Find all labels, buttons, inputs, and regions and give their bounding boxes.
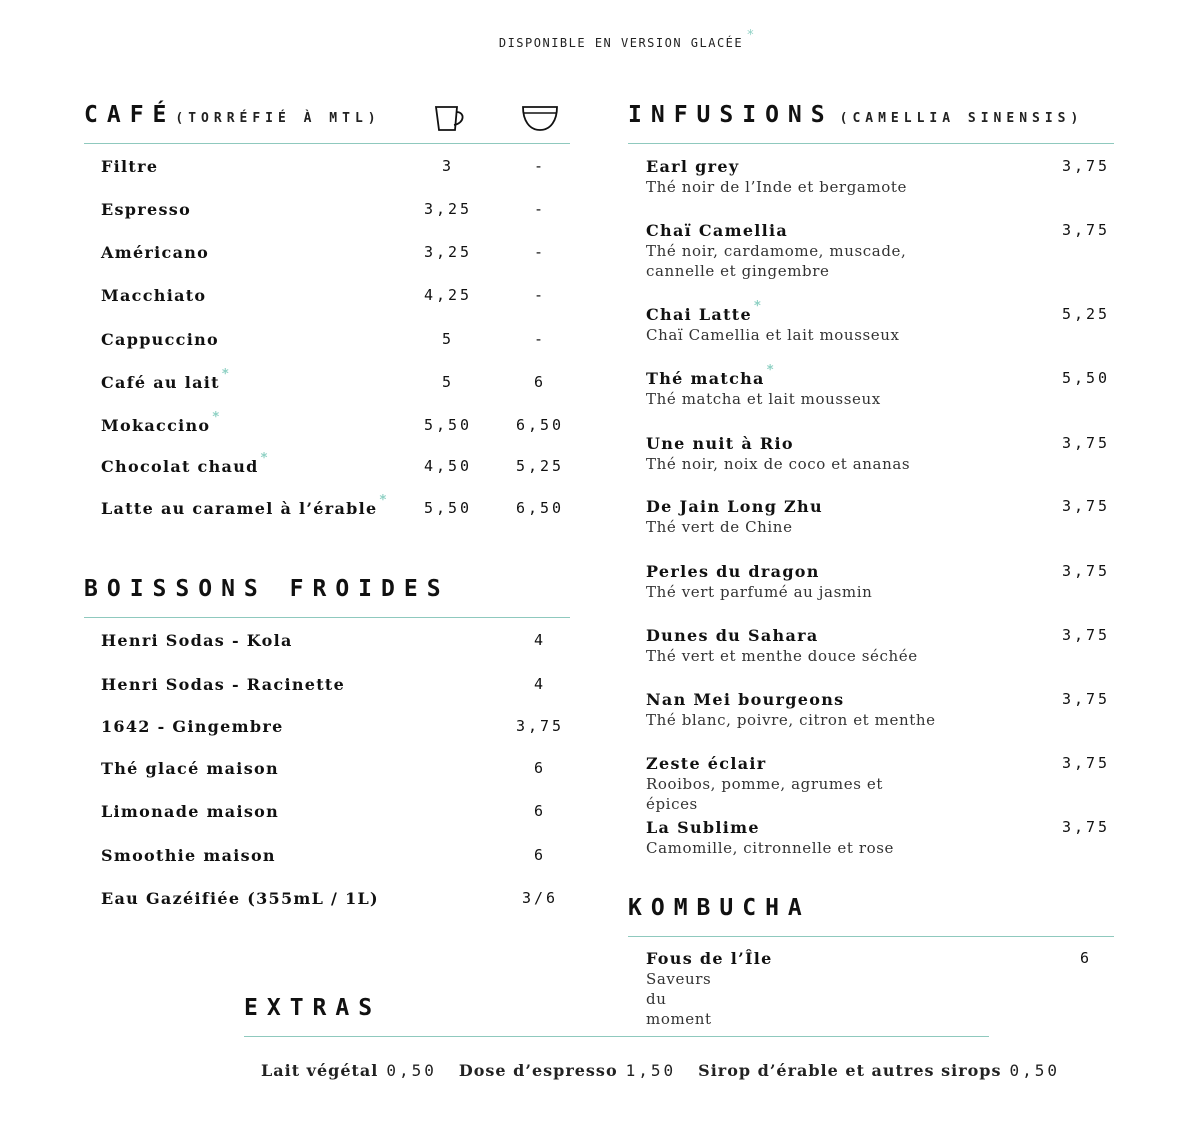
- cafe-item-name: [101, 286, 206, 305]
- cafe-subtitle: (TORRÉFIÉ À MTL): [175, 111, 381, 126]
- bowl-icon: [521, 104, 559, 137]
- extra-price: 0,50: [386, 1061, 437, 1080]
- infusions-section-header: [628, 102, 1083, 128]
- infusion-price: 3,75: [1061, 157, 1111, 175]
- cafe-bowl-price: -: [533, 157, 547, 175]
- iced-star-icon: *: [221, 367, 230, 382]
- cafe-title: CAFÉ: [84, 102, 176, 128]
- extras-line: [261, 1061, 1060, 1080]
- infusion-price: 3,75: [1061, 690, 1111, 708]
- infusion-description: Thé matcha et lait mousseux: [646, 390, 881, 408]
- kombucha-name: Fous de l’Île: [646, 949, 773, 968]
- extra-name: Dose d’espresso: [458, 1061, 618, 1080]
- extra-price: 0,50: [1009, 1061, 1061, 1080]
- cafe-item-label: Latte au caramel à l’érable: [101, 499, 378, 518]
- cold-drink-price: 4: [533, 631, 547, 649]
- cold-drink-price: 3/6: [521, 889, 559, 907]
- extra-name: Sirop d’érable et autres sirops: [698, 1061, 1002, 1080]
- cold-drink-name: Henri Sodas - Racinette: [101, 675, 346, 694]
- infusion-name: [646, 221, 788, 240]
- extra-name: Lait végétal: [261, 1061, 379, 1080]
- cafe-cup-price: 5: [441, 373, 455, 391]
- infusion-name: [646, 754, 766, 773]
- kombucha-divider: [628, 936, 1114, 937]
- cold-drink-name: Henri Sodas - Kola: [101, 631, 293, 650]
- infusion-name: [646, 626, 819, 645]
- infusion-label: Dunes du Sahara: [646, 626, 819, 645]
- cafe-cup-price: 5: [441, 330, 455, 348]
- infusion-name: [646, 818, 760, 837]
- infusion-price: 3,75: [1061, 497, 1111, 515]
- iced-star-icon: *: [379, 493, 388, 508]
- iced-star-icon: *: [766, 363, 775, 378]
- iced-version-note: [0, 28, 1200, 51]
- infusions-title: INFUSIONS: [628, 102, 834, 128]
- extra-price: 1,50: [625, 1061, 677, 1080]
- infusions-divider: [628, 143, 1114, 144]
- cafe-cup-price: 5,50: [423, 416, 473, 434]
- infusion-label: Chaï Camellia: [646, 221, 789, 240]
- infusion-description: Rooibos, pomme, agrumes et épices: [646, 775, 883, 813]
- infusion-name: [646, 434, 794, 453]
- infusion-label: Zeste éclair: [646, 754, 767, 773]
- cafe-bowl-price: -: [533, 330, 547, 348]
- infusion-label: Earl grey: [646, 157, 740, 176]
- cold-drink-price: 6: [533, 802, 547, 820]
- infusion-name: [646, 157, 739, 176]
- cold-drink-name: 1642 - Gingembre: [101, 717, 284, 736]
- cold-drink-name: Eau Gazéifiée (355mL / 1L): [101, 889, 379, 908]
- cafe-item-label: Café au lait: [101, 373, 220, 392]
- infusion-price: 3,75: [1061, 754, 1111, 772]
- infusion-price: 3,75: [1061, 818, 1111, 836]
- infusions-subtitle: (CAMELLIA SINENSIS): [839, 111, 1084, 126]
- cafe-item-label: Chocolat chaud: [101, 457, 259, 476]
- infusion-label: Nan Mei bourgeons: [646, 690, 845, 709]
- cafe-section-header: [84, 102, 381, 128]
- infusion-name: [646, 562, 820, 581]
- cold-drink-price: 6: [533, 846, 547, 864]
- infusion-label: De Jain Long Zhu: [646, 497, 823, 516]
- infusion-name: [646, 363, 775, 388]
- cup-icon: [434, 104, 468, 137]
- cafe-bowl-price: -: [533, 286, 547, 304]
- infusion-price: 5,50: [1061, 369, 1111, 387]
- infusion-description: Thé vert parfumé au jasmin: [646, 583, 873, 601]
- infusion-name: [646, 299, 763, 324]
- cafe-bowl-price: 5,25: [515, 457, 565, 475]
- extras-divider: [244, 1036, 989, 1037]
- infusion-label: La Sublime: [646, 818, 760, 837]
- infusion-price: 3,75: [1061, 562, 1111, 580]
- infusion-name: [646, 690, 844, 709]
- cafe-item-name: [101, 330, 219, 349]
- infusion-price: 5,25: [1061, 305, 1111, 323]
- cafe-bowl-price: 6,50: [515, 499, 565, 517]
- cold-drinks-title: BOISSONS FROIDES: [84, 576, 450, 602]
- cafe-item-label: Cappuccino: [101, 330, 219, 349]
- cafe-item-name: [101, 451, 269, 476]
- kombucha-description: Saveurs du moment: [646, 970, 712, 1028]
- cafe-item-name: [101, 367, 230, 392]
- kombucha-title: KOMBUCHA: [628, 895, 811, 921]
- infusion-name: [646, 497, 823, 516]
- iced-star-icon: *: [260, 451, 269, 466]
- infusion-description: Camomille, citronnelle et rose: [646, 839, 895, 857]
- infusion-description: Thé vert et menthe douce séchée: [646, 647, 918, 665]
- cafe-bowl-price: 6,50: [515, 416, 565, 434]
- cafe-bowl-price: 6: [533, 373, 547, 391]
- cafe-cup-price: 3,25: [423, 200, 473, 218]
- iced-star-icon: *: [747, 28, 756, 43]
- cafe-item-label: Macchiato: [101, 286, 207, 305]
- cafe-cup-price: 4,25: [423, 286, 473, 304]
- infusion-description: Thé noir, cardamome, muscade, cannelle et gingembre: [646, 242, 907, 280]
- infusion-description: Thé noir de l’Inde et bergamote: [646, 178, 908, 196]
- cold-drink-name: Smoothie maison: [101, 846, 276, 865]
- cold-drink-name: Thé glacé maison: [101, 759, 279, 778]
- cafe-bowl-price: -: [533, 243, 547, 261]
- kombucha-price: 6: [1079, 949, 1093, 967]
- cold-drink-price: 4: [533, 675, 547, 693]
- infusion-label: Une nuit à Rio: [646, 434, 794, 453]
- infusion-description: Thé blanc, poivre, citron et menthe: [646, 711, 936, 729]
- cafe-item-name: [101, 243, 209, 262]
- cafe-cup-price: 3,25: [423, 243, 473, 261]
- infusion-description: Thé noir, noix de coco et ananas: [646, 455, 911, 473]
- infusion-description: Thé vert de Chine: [646, 518, 793, 536]
- cafe-item-name: [101, 157, 158, 176]
- cold-drink-name: Limonade maison: [101, 802, 280, 821]
- infusion-price: 3,75: [1061, 221, 1111, 239]
- cafe-cup-price: 3: [441, 157, 455, 175]
- infusion-label: Thé matcha: [646, 369, 765, 388]
- cafe-cup-price: 5,50: [423, 499, 473, 517]
- infusion-price: 3,75: [1061, 626, 1111, 644]
- cafe-item-label: Mokaccino: [101, 416, 211, 435]
- infusion-label: Perles du dragon: [646, 562, 820, 581]
- iced-star-icon: *: [753, 299, 763, 314]
- cafe-item-name: [101, 200, 191, 219]
- infusion-label: Chai Latte: [646, 305, 752, 324]
- iced-note-text: DISPONIBLE EN VERSION GLACÉE: [498, 36, 744, 50]
- extras-title: EXTRAS: [244, 995, 382, 1021]
- cafe-item-label: Filtre: [101, 157, 159, 176]
- cold-drinks-divider: [84, 617, 570, 618]
- cafe-divider: [84, 143, 570, 144]
- iced-star-icon: *: [212, 410, 221, 425]
- cafe-cup-price: 4,50: [423, 457, 473, 475]
- infusion-price: 3,75: [1061, 434, 1111, 452]
- infusion-description: Chaï Camellia et lait mousseux: [646, 326, 900, 344]
- cafe-item-label: Espresso: [101, 200, 192, 219]
- cold-drink-price: 6: [533, 759, 547, 777]
- cafe-bowl-price: -: [533, 200, 547, 218]
- cafe-item-name: [101, 493, 388, 518]
- cafe-item-name: [101, 410, 221, 435]
- cold-drink-price: 3,75: [515, 717, 565, 735]
- cafe-item-label: Américano: [101, 243, 210, 262]
